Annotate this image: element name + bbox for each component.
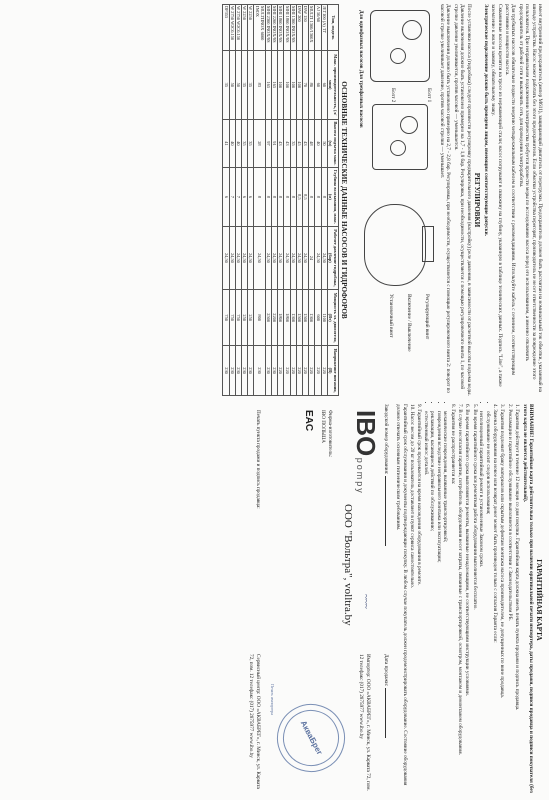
table-row (296, 5, 302, 396)
table-cell: 220 (296, 346, 302, 396)
table-cell: 24,50 (296, 226, 302, 290)
table-header-cell: Мощность эл. двигателя, (Вт) (327, 290, 338, 346)
table-cell: 230 (242, 346, 248, 396)
table-cell: 2500 (265, 290, 271, 346)
three-phase-switch-figure (372, 104, 428, 170)
table-cell: 1300 (290, 290, 296, 346)
model-cell: W 2250 (248, 5, 254, 51)
table-cell: 35 (223, 50, 229, 119)
table-cell: 24,50 (229, 226, 235, 290)
table-cell: 80 (309, 50, 315, 119)
model-cell: MHI 1800 INOX/SS (284, 5, 290, 51)
table-cell: 220 (284, 346, 290, 396)
table-header-row (327, 5, 338, 396)
warranty-item-9: 9. Гарантийный срок продлевается на время нахождения оборудования в ремонте. (416, 404, 423, 586)
warranty-exclusions-list-2 (423, 404, 449, 796)
table-cell: 750 (229, 290, 235, 346)
table-cell: 1300 (309, 290, 315, 346)
table-cell: 41 (223, 119, 229, 168)
table-cell: 100 (290, 50, 296, 119)
table-cell: 24,50 (265, 226, 271, 290)
table-cell: 43 (303, 119, 309, 168)
warranty-item-3: 3. Гарантия подлежит браку материалов или скрытым дефектам монтажа насоса производителем, не допущенных по вине продавца. (499, 404, 506, 698)
table-cell: 220 (321, 346, 327, 396)
warranty-title: ГАРАНТИЙНАЯ КАРТА (535, 559, 543, 641)
table-cell: 48 (309, 119, 315, 168)
table-cell: 220 (309, 346, 315, 396)
table-cell: 35 (242, 119, 248, 168)
table-cell: 28 (254, 119, 265, 168)
model-cell: ISW 200 (296, 5, 302, 51)
table-cell: 8 (272, 168, 278, 226)
intro-paragraph: имеет внутренний предохранитель (ампер М611), защищающий двигатель от перегрузки. Предохранитель должен быть рассчитан на номинальный ток обмотки, указанный на шильде устройства. Насос может работать без этого предохранителя. Если обмотки устройства перегорят, производитель не несет ответственности за повреждение этого пользователя. При неправильном подключении электричества требуется провести меры по исследованию насоса перед его использованием, а именно отключить предохранитель от рабочей сети и выключить сеть для проведения электроработы. (517, 4, 543, 392)
table-cell: 8 (309, 168, 315, 226)
single-phase-switch-figure (370, 10, 430, 82)
exclusion-item: • повреждения вследствие неправильного монтажа или эксплуатации; (435, 411, 441, 796)
table-cell: 35 (290, 119, 296, 168)
table-cell: 100 (284, 50, 290, 119)
ibo-logo-text: IBO (350, 410, 381, 457)
warranty-footer-note: Гарантийный срок обслуживания и документы подтверждающие покупку. В любом случае покупатель должен продемонстрировать оборудование. Состояние оборудования должно отвечать основным гигиеническим требованиям. (395, 404, 408, 786)
table-cell: 43 (278, 119, 284, 168)
serial-number-label: Заводской номер оборудования: (382, 404, 390, 546)
table-cell: 24,50 (278, 226, 284, 290)
table-cell: 70 (303, 50, 309, 119)
table-cell: 50 (235, 50, 241, 119)
table-cell: 165 (265, 50, 271, 119)
table-cell: 8 (254, 168, 265, 226)
warranty-item-4: 4. Замена оборудования на новое или возврат денег может быть произведен только с согласия Гаранта если: (491, 404, 498, 643)
table-cell: 600 (315, 290, 321, 346)
table-row (284, 5, 290, 396)
table-header-cell: Высота подъема макс. (м) (327, 119, 338, 168)
warranty-item-1: 1. Гарантия действует в течение 12 месяцев со дня покупки. Гарантийная карта должна иметь печать пункта продажи и подпись продавца. (514, 404, 521, 711)
seller-signature: ~~~ (360, 594, 371, 609)
table-cell: 24,50 (242, 226, 248, 290)
table-header-cell: Тип, модель (327, 5, 338, 51)
exclusion-item: • рекламации, касающиеся действий по обслуживанию; (429, 411, 435, 796)
table-cell: 24,50 (321, 226, 327, 290)
table-header-cell: Глубина всасывания, макс. (м) (327, 168, 338, 226)
table-cell: 230 (272, 346, 278, 396)
regulation-paragraph-3: Давление выключения должно быть установлено примерно на 2,7 - 2,8 бар. Регулировка, при необходимости, осуществляется с помощью регулировочного винта 2: поворот по часовой стрелке увеличивает давление, против часовой стрелки — уменьшает. (438, 4, 452, 393)
seller-stamp-label: Печать пункта продажи и подпись продавца: (254, 410, 261, 509)
table-row (242, 5, 248, 396)
table-cell: 750 (235, 290, 241, 346)
tech-data-table (222, 4, 339, 396)
table-cell: 24,50 (315, 226, 321, 290)
warranty-item-8: 8. Гарантия не распространяется на: (449, 404, 456, 485)
sale-date-label: Дата продажи: (382, 654, 390, 738)
table-cell: 220 (303, 346, 309, 396)
model-cell: DP355 (223, 5, 229, 51)
switch-knob-figure (422, 226, 434, 262)
ibo-logo (350, 410, 381, 495)
model-cell: MHI 2300 INOX/SS (265, 5, 271, 51)
importer-stamp-label: Печать импортера (269, 684, 275, 715)
table-cell: 1800 (284, 290, 290, 346)
table-cell: 24 (309, 226, 315, 290)
ibo-logo-sub: pompy (354, 457, 365, 495)
table-cell: 35 (242, 50, 248, 119)
warranty-column (181, 404, 543, 796)
table-header-cell: Напряжение питания, (В) (327, 346, 338, 396)
table-cell: 8 (265, 168, 271, 226)
table-row (303, 5, 309, 396)
table-header-cell: Макс. производительность, (л/мин) (327, 50, 338, 119)
table-cell: 1500 (296, 290, 302, 346)
model-cell: W 2250 (242, 5, 248, 51)
model-cell: W 2750 W2C0.150 (229, 5, 235, 51)
table-row (272, 5, 278, 396)
table-cell: 220 (278, 346, 284, 396)
table-cell: 800 (254, 290, 265, 346)
model-cell: MULTIINOX 6000 INOX (254, 5, 265, 51)
table-cell: 250 (248, 290, 254, 346)
model-cell: JET100 (А) ТГ (321, 5, 327, 51)
table-cell: 40 (229, 119, 235, 168)
table-cell: 60 (321, 50, 327, 119)
table-cell: 60 (315, 50, 321, 119)
model-cell: MHI 1800 INOX/SS (278, 5, 284, 51)
install-paragraph-1: Для трубчатых насосов обязательно подвести энергию четырехжильным кабелем в соответствии с рекомендациями. Используйте кабель с сечением, соответствующим расстоянию и мощности насоса. (503, 4, 517, 376)
model-cell: AJ 50/60 (315, 5, 321, 51)
importer-block: Импортер: ООО «АКВАБРЕГ», г. Минск, ул. Карвата 72, пом. 12 телефакс (017) 2875977 www.ibo.by (358, 654, 371, 791)
warning-paragraph: Электрическое подключение должно быть проведено лицом, имеющим соответствующие допуски. (482, 4, 489, 236)
table-cell: 24,50 (284, 226, 290, 290)
table-cell: 8 (321, 168, 327, 226)
warranty-item-6: 6. Во время гарантийного срока выполняются ремонты, вызванные ненадлежащими, не соответствующими инструкции условиями. (464, 404, 471, 696)
label-regulating-screw: Регулирующий винт (424, 294, 431, 340)
instructions-column (222, 4, 543, 396)
regulation-paragraph-1: После установки насоса (гидробака) следует произвести регулировку предварительного давления (настройку) реле давления, в зависимости от расчетной высоты подъема воды. (466, 4, 473, 396)
warranty-attention: ВНИМАНИЕ! Гарантийная карта действительна только при наличии оригинальной печати импортера, даты продажи, подписи продавца и подписи покупателя (без этого карта не является действительной). (521, 404, 534, 793)
model-cell: MULTI 1300/1300X (309, 5, 315, 51)
install-paragraph-2: Скважинные насосы крепятся на тросе из нержавеющей стали; насос погружают в скважину на глубину, указанную в таблице технических данных. Подпись "Line", а также заземление к жиле и зажиму, обязательному знаку. (490, 4, 503, 387)
exclusion-item: • механические повреждения, вызванные транспортировкой; (442, 411, 448, 796)
table-row (315, 5, 321, 396)
table-cell: 230 (229, 346, 235, 396)
eac-mark: EAC (302, 410, 314, 432)
table-cell: 97 (265, 119, 271, 168)
table-cell: 230 (248, 346, 254, 396)
table-cell: 8,5 (303, 168, 309, 226)
table-cell: 8 (315, 168, 321, 226)
importer-stamp: АкваБрег (265, 692, 357, 784)
label-setting-screw: Установочный винт (388, 294, 395, 338)
table-cell: 83 (254, 50, 265, 119)
regulation-paragraph-2: Давление включения должно быть установлено примерно на 1,7 - 1,8 бар. Регулировка, при необходимости, осуществляется с помощью регулировочного винта 1, по часовой стрелке давление увеличивается, против часовой — уменьшается. (452, 4, 465, 390)
model-cell: MHI 1300 INOX/SS (290, 5, 296, 51)
label-bolt-2: Болт 2 (390, 88, 397, 103)
table-cell: 50 (321, 119, 327, 168)
exclusion-item: • неполноценный гарантийный ремонт в установленные Законом сроки. (478, 411, 484, 796)
warranty-signature-area (181, 404, 391, 796)
manufacturer-name: IBO ПОЛЬША (319, 410, 326, 443)
table-cell: 230 (265, 346, 271, 396)
seller-name: ООО "Вольтра", volltra.by (341, 504, 354, 626)
table-cell: 43 (284, 119, 290, 168)
table-cell: 2200 (272, 290, 278, 346)
table-cell: 6 (223, 168, 229, 226)
model-cell: W 2750 W2C0.150 (235, 5, 241, 51)
table-cell: 7 (235, 168, 241, 226)
warranty-item-2: 2. Рекламации и гарантийное обслуживание выполняется в соответствии с Законодательством РБ. (506, 404, 513, 621)
table-cell: 24,50 (290, 226, 296, 290)
table-cell: 8 (284, 168, 290, 226)
table-cell: 24,50 (272, 226, 278, 290)
table-cell: 6 (242, 168, 248, 226)
table-cell: 24,50 (303, 226, 309, 290)
table-cell: 8 (278, 168, 284, 226)
table-cell: 35 (248, 119, 254, 168)
table-cell: 24,50 (235, 226, 241, 290)
warranty-item-5: 5. Во время гарантийного срока вся ремонтная работа оборудования выполняется бесплатно. (471, 404, 478, 610)
exclusion-item: • обслуживание не носит следов использования; (484, 411, 490, 796)
table-cell: 24,50 (223, 226, 229, 290)
table-cell: 1800 (278, 290, 284, 346)
table-row (248, 5, 254, 396)
table-cell: 230 (254, 346, 265, 396)
table-cell: 165 (272, 50, 278, 119)
table-cell: 750 (223, 290, 229, 346)
table-body (223, 5, 327, 396)
table-row (229, 5, 235, 396)
table-row (309, 5, 315, 396)
table-cell: 40 (315, 119, 321, 168)
table-cell: 8 (290, 168, 296, 226)
label-bolt-1: Болт 1 (426, 88, 433, 103)
warranty-item-10: 10. Насос весом до 20 кг пользователь доставляет в пункт сервиса самостоятельно. (409, 404, 416, 589)
table-cell: 8,5 (296, 168, 302, 226)
table-cell: 50 (229, 50, 235, 119)
pump-switch-figure (364, 204, 426, 286)
table-cell: 220 (290, 346, 296, 396)
exclusion-item: • естественный износ деталей. (423, 411, 429, 796)
table-cell: 1500 (303, 290, 309, 346)
model-cell: ISW 150 (303, 5, 309, 51)
table-row (278, 5, 284, 396)
table-cell: 230 (223, 346, 229, 396)
table-cell: 100 (296, 50, 302, 119)
table-cell: 230 (235, 346, 241, 396)
table-cell: 91 (272, 119, 278, 168)
service-center-block: Сервисный центр: ООО «АКВАБРЕГ», г. Минск, ул. Карвата 72, пом. 12 телефакс (017) 2875977 www.ibo.by (248, 654, 261, 789)
table-cell: 100 (278, 50, 284, 119)
table-row (254, 5, 265, 396)
regulation-title: РЕГУЛИРОВКИ (473, 172, 482, 228)
table-row (265, 5, 271, 396)
table-header-cell: Рабочее давление гидробака, (бар) (327, 226, 338, 290)
model-cell: MHI 2200 INOX/SS (272, 5, 278, 51)
table-cell: 7 (229, 168, 235, 226)
table-cell: 45 (296, 119, 302, 168)
label-on-off: Включение / Выключение (406, 294, 413, 352)
table-cell: 40 (235, 119, 241, 168)
diagram-caption: Для однофазных насосов Для трехфазных насосов (358, 10, 365, 128)
table-cell: 220 (315, 346, 321, 396)
warranty-item-7: 7. В случае несогласия гарантии, потребитель оборудования несет затраты, связанные с транспортировкой, осмотром, монтажом и демонтажем оборудования. (456, 404, 463, 755)
table-cell: 6 (248, 168, 254, 226)
table-cell: 24,50 (248, 226, 254, 290)
manufacturer-label: Фирма-изготовитель: (326, 410, 333, 457)
table-row (290, 5, 296, 396)
warranty-exclusions-list (478, 404, 491, 796)
table-title: ОСНОВНЫЕ ТЕХНИЧЕСКИЕ ДАННЫЕ НАСОСОВ И ГИДРОФОРОВ (340, 81, 349, 319)
table-cell: 35 (248, 50, 254, 119)
table-row (321, 5, 327, 396)
table-cell: 24,50 (254, 226, 265, 290)
table-cell: 250 (242, 290, 248, 346)
pressure-switch-diagram (350, 4, 436, 396)
table-row (223, 5, 229, 396)
table-cell: 1100 (321, 290, 327, 346)
table-row (235, 5, 241, 396)
